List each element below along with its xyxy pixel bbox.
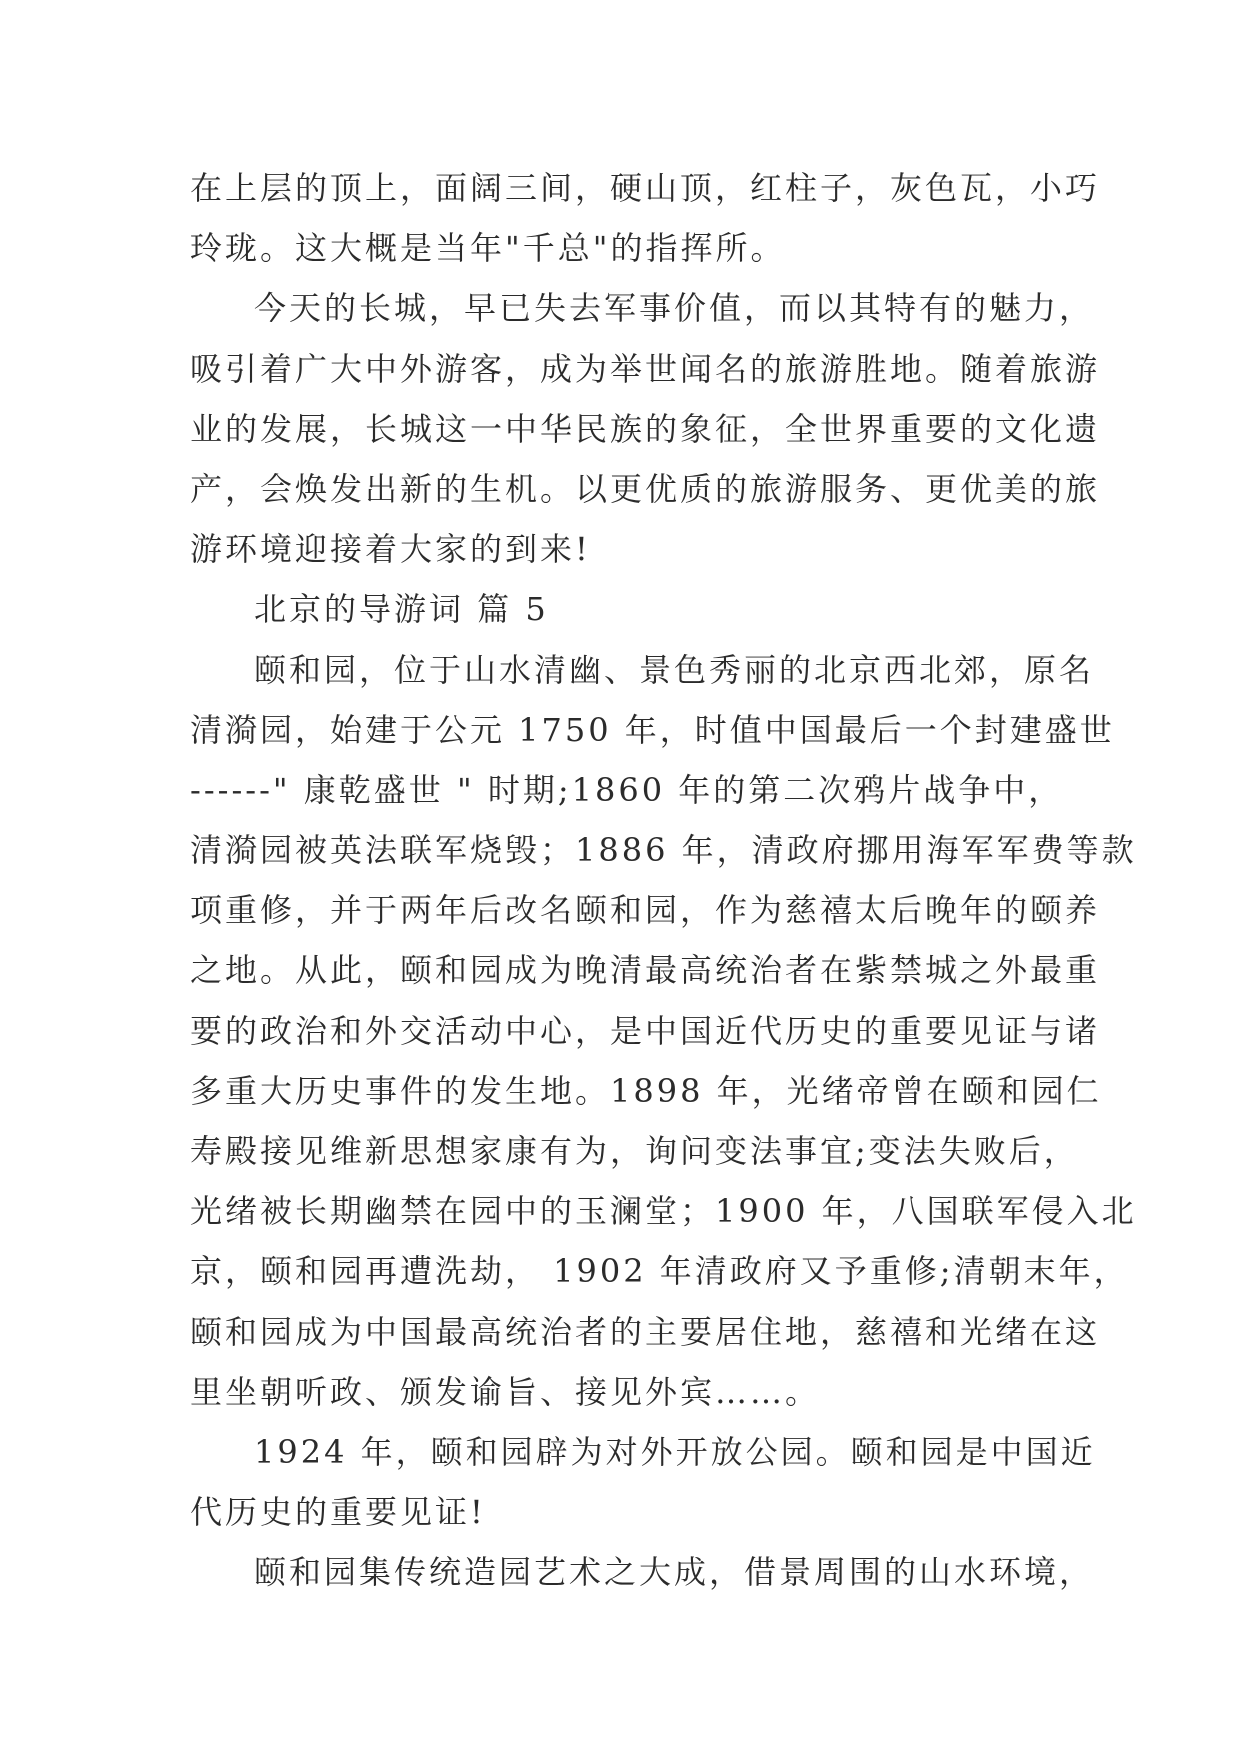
text-line: 寿殿接见维新思想家康有为，询问变法事宜;变法失败后，	[190, 1132, 1079, 1170]
text-line: 产，会焕发出新的生机。以更优质的旅游服务、更优美的旅	[190, 469, 1101, 508]
text-line: 颐和园，位于山水清幽、景色秀丽的北京西北郊，原名	[254, 650, 1095, 689]
text-line: 1924 年，颐和园辟为对外开放公园。颐和园是中国近	[254, 1432, 1096, 1471]
text-line: 代历史的重要见证!	[190, 1493, 486, 1532]
text-line: 项重修，并于两年后改名颐和园，作为慈禧太后晚年的颐养	[190, 891, 1101, 930]
text-line: 要的政治和外交活动中心，是中国近代历史的重要见证与诸	[190, 1011, 1101, 1050]
text-line: 吸引着广大中外游客，成为举世闻名的旅游胜地。随着旅游	[190, 349, 1101, 388]
text-line: 清漪园，始建于公元 1750 年，时值中国最后一个封建盛世	[190, 710, 1115, 749]
text-line: 今天的长城，早已失去军事价值，而以其特有的魅力，	[254, 289, 1095, 328]
text-line: 游环境迎接着大家的到来!	[190, 530, 591, 569]
text-line: 多重大历史事件的发生地。1898 年，光绪帝曾在颐和园仁	[190, 1071, 1102, 1110]
text-line: 里坐朝听政、颁发谕旨、接见外宾……。	[190, 1372, 821, 1411]
text-line: 颐和园集传统造园艺术之大成，借景周围的山水环境，	[254, 1553, 1095, 1592]
text-line: 业的发展，长城这一中华民族的象征，全世界重要的文化遗	[190, 409, 1101, 448]
text-line: 清漪园被英法联军烧毁；1886 年，清政府挪用海军军费等款	[190, 831, 1137, 870]
text-line: 颐和园成为中国最高统治者的主要居住地，慈禧和光绪在这	[190, 1312, 1101, 1351]
text-line: 之地。从此，颐和园成为晚清最高统治者在紫禁城之外最重	[190, 951, 1101, 990]
document-body	[190, 158, 1137, 1603]
section-heading: 北京的导游词 篇 5	[254, 590, 549, 629]
text-line: 在上层的顶上，面阔三间，硬山顶，红柱子，灰色瓦，小巧	[190, 169, 1101, 207]
text-line: 京，颐和园再遭洗劫， 1902 年清政府又予重修;清朝末年，	[190, 1252, 1129, 1291]
text-line: 玲珑。这大概是当年"千总"的指挥所。	[190, 229, 786, 268]
text-line: ------" 康乾盛世 " 时期;1860 年的第二次鸦片战争中，	[190, 770, 1064, 809]
text-line: 光绪被长期幽禁在园中的玉澜堂；1900 年，八国联军侵入北	[190, 1192, 1137, 1231]
